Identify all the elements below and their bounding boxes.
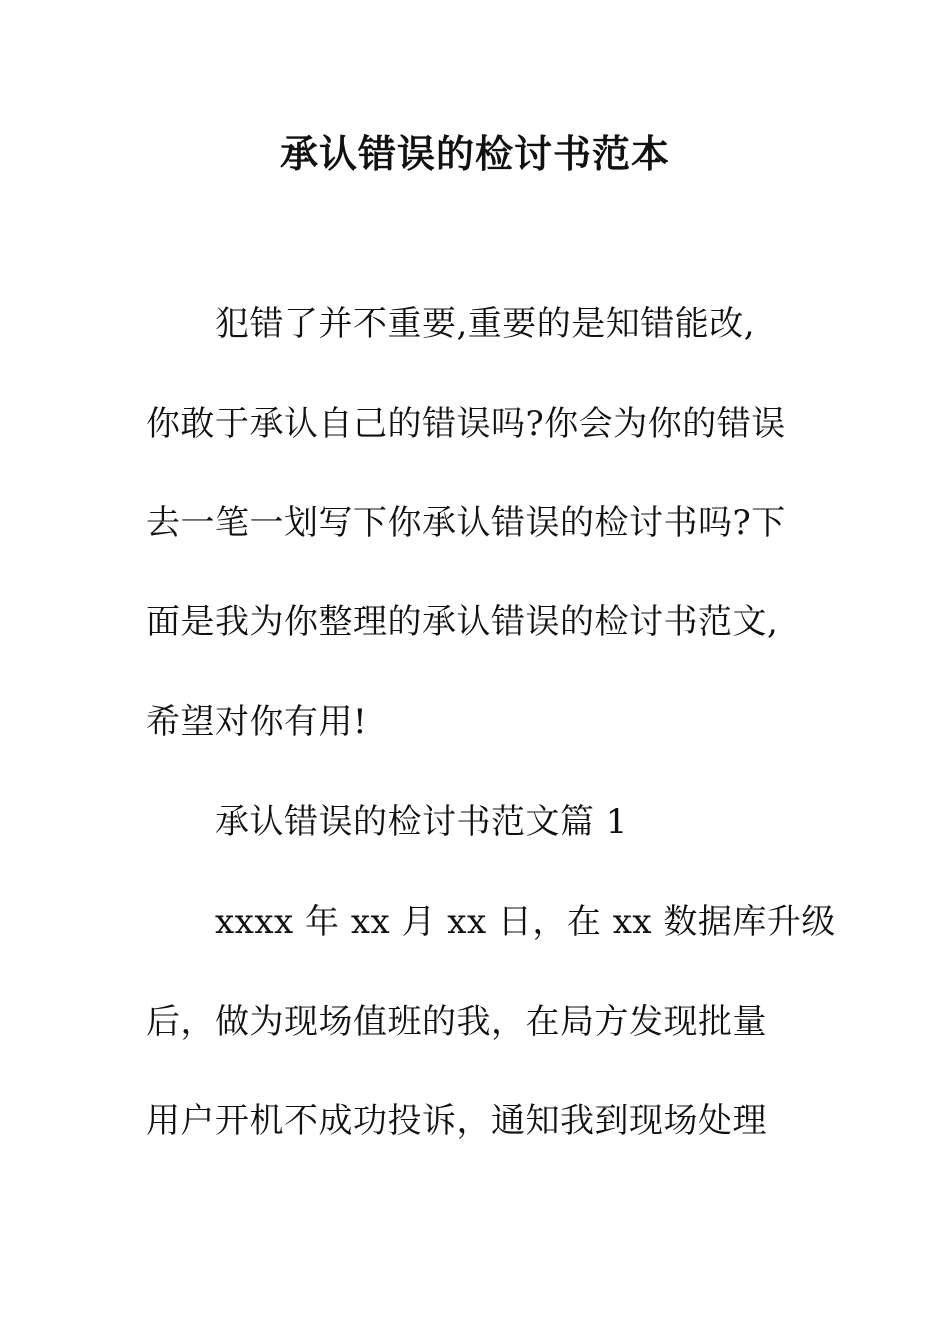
paragraph-line: 后，做为现场值班的我，在局方发现批量	[146, 1002, 767, 1042]
paragraph-line: 你敢于承认自己的错误吗?你会为你的错误	[146, 404, 786, 444]
paragraph-line: 面是我为你整理的承认错误的检讨书范文,	[146, 602, 779, 642]
paragraph-line: 用户开机不成功投诉，通知我到现场处理	[146, 1101, 767, 1141]
paragraph-line: 犯错了并不重要,重要的是知错能改,	[215, 304, 756, 344]
paragraph-line: 去一笔一划写下你承认错误的检讨书吗?下	[146, 503, 786, 543]
document-title: 承认错误的检讨书范本	[279, 132, 670, 176]
paragraph-line: xxxx 年 xx 月 xx 日，在 xx 数据库升级	[215, 902, 836, 942]
section-heading: 承认错误的检讨书范文篇 1	[215, 802, 628, 842]
paragraph-line: 希望对你有用!	[146, 702, 368, 742]
